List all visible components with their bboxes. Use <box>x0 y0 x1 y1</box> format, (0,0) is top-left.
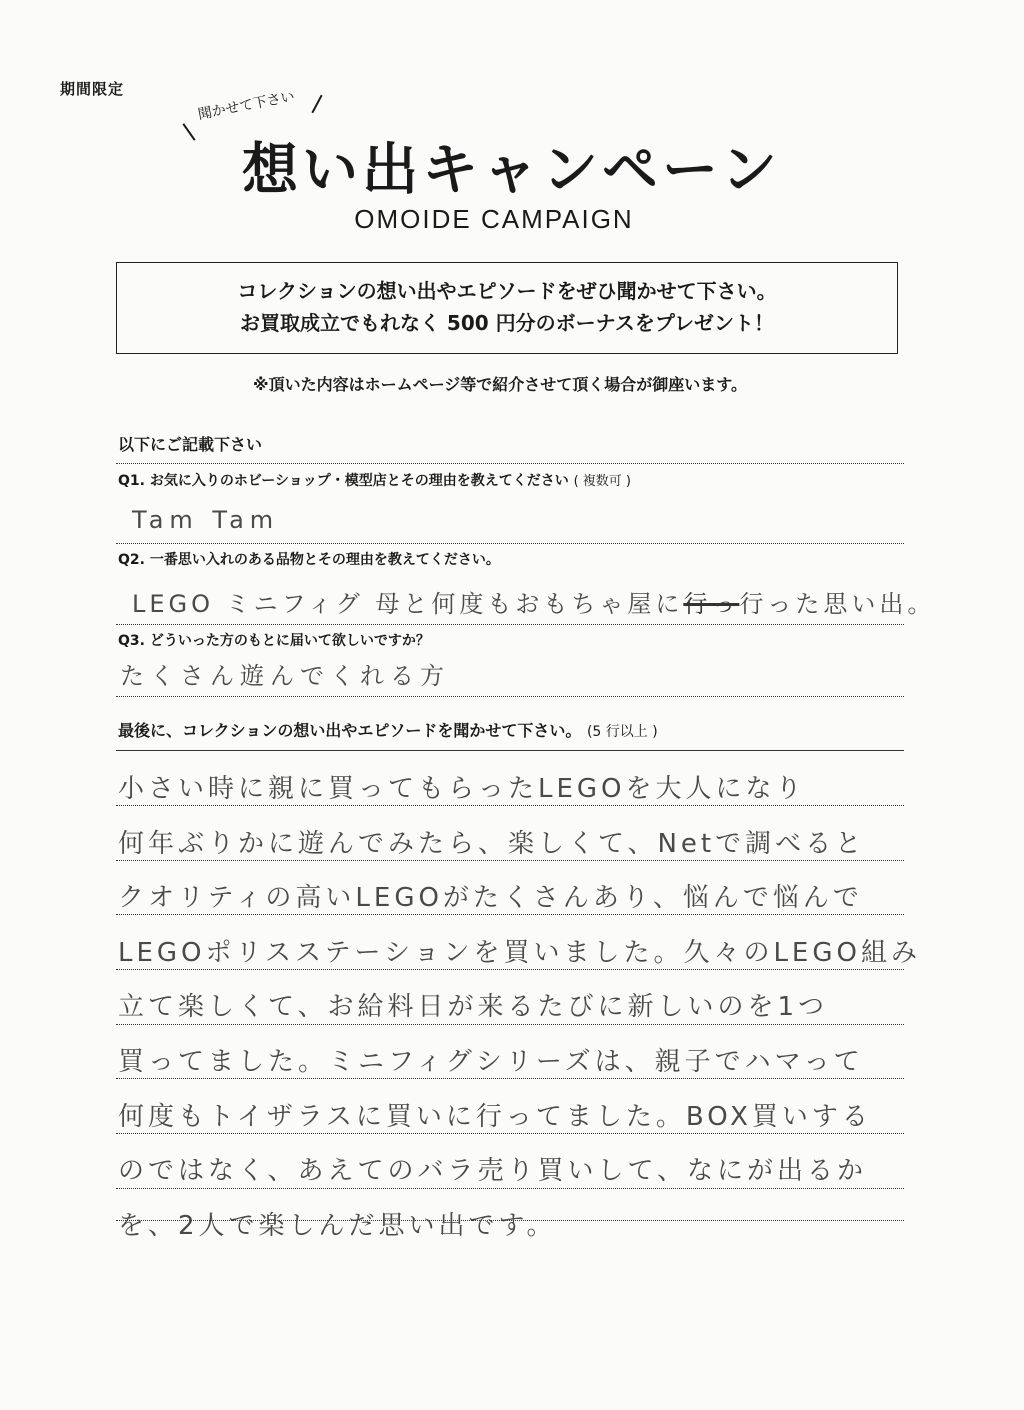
story-title <box>118 718 658 741</box>
question-1 <box>118 470 631 490</box>
story-divider <box>116 750 904 751</box>
story-line: 小さい時に親に買ってもらったLEGOを大人になり <box>118 774 806 804</box>
story-answer[interactable] <box>118 762 921 1253</box>
notice-line-1: コレクションの想い出やエピソードをぜひ聞かせて下さい。 <box>237 279 777 303</box>
answer-1[interactable]: Tam Tam <box>132 506 280 534</box>
question-1-label: Q1. お気に入りのホビーショップ・模型店とその理由を教えてください <box>118 473 569 489</box>
answer-2-text: LEGO ミニフィグ 母と何度もおもちゃ屋に <box>132 590 684 618</box>
answer-2-line <box>116 624 904 625</box>
answer-3-line <box>116 696 904 697</box>
story-rule <box>116 1220 904 1221</box>
story-rule <box>116 1133 904 1134</box>
story-line: を、2人で楽しんだ思い出です。 <box>118 1210 557 1241</box>
answer-2[interactable] <box>132 584 935 619</box>
campaign-notice-box <box>116 262 898 354</box>
story-line: クオリティの高いLEGOがたくさんあり、悩んで悩んで <box>118 883 863 914</box>
story-line: のではなく、あえてのバラ売り買いして、なにが出るか <box>118 1156 867 1187</box>
story-rule <box>116 914 904 915</box>
story-rule <box>116 805 904 806</box>
story-rule <box>116 860 904 861</box>
story-title-text: 最後に、コレクションの想い出やエピソードを聞かせて下さい。 <box>118 721 582 740</box>
story-title-note: (5 行以上 ) <box>586 724 658 740</box>
tagline-right-stroke <box>311 95 322 114</box>
question-2: Q2. 一番思い入れのある品物とその理由を教えてください。 <box>118 552 500 568</box>
tagline-left-stroke <box>182 123 195 141</box>
story-line: 立て楽しくて、お給料日が来るたびに新しいのを1つ <box>118 992 829 1023</box>
privacy-note: ※頂いた内容はホームページ等で紹介させて頂く場合が御座います。 <box>253 375 747 394</box>
story-rule <box>116 969 904 970</box>
story-line: 何年ぶりかに遊んでみたら、楽しくて、Netで調べると <box>118 828 866 859</box>
answer-2-crossed-out: 行っ <box>683 590 740 618</box>
question-1-note: ( 複数可 ) <box>573 474 632 489</box>
question-3: Q3. どういった方のもとに届いて欲しいですか？ <box>118 633 430 649</box>
answer-1-line <box>116 543 904 544</box>
story-line: 買ってました。ミニフィグシリーズは、親子でハマって <box>118 1046 864 1077</box>
story-rule <box>116 1188 904 1189</box>
divider <box>116 463 904 464</box>
form-instruction: 以下にご記載下さい <box>118 435 263 454</box>
page-subtitle: OMOIDE CAMPAIGN <box>354 204 634 234</box>
answer-2-text-end: 行った思い出。 <box>739 590 936 618</box>
story-rule <box>116 1024 904 1025</box>
limited-time-label: 期間限定 <box>60 80 125 98</box>
listen-tagline-text: 聞かせて下さい <box>196 88 297 124</box>
page-title: 想い出キャンペーン <box>242 138 781 203</box>
story-line: LEGOポリスステーションを買いました。久々のLEGO組み <box>118 937 921 968</box>
story-rule <box>116 1078 904 1079</box>
notice-line-2: お買取成立でもれなく 500 円分のボーナスをプレゼント！ <box>239 311 775 335</box>
story-line: 何度もトイザラスに買いに行ってました。BOX買いする <box>118 1101 872 1132</box>
answer-3[interactable]: たくさん遊んでくれる方 <box>120 662 450 690</box>
